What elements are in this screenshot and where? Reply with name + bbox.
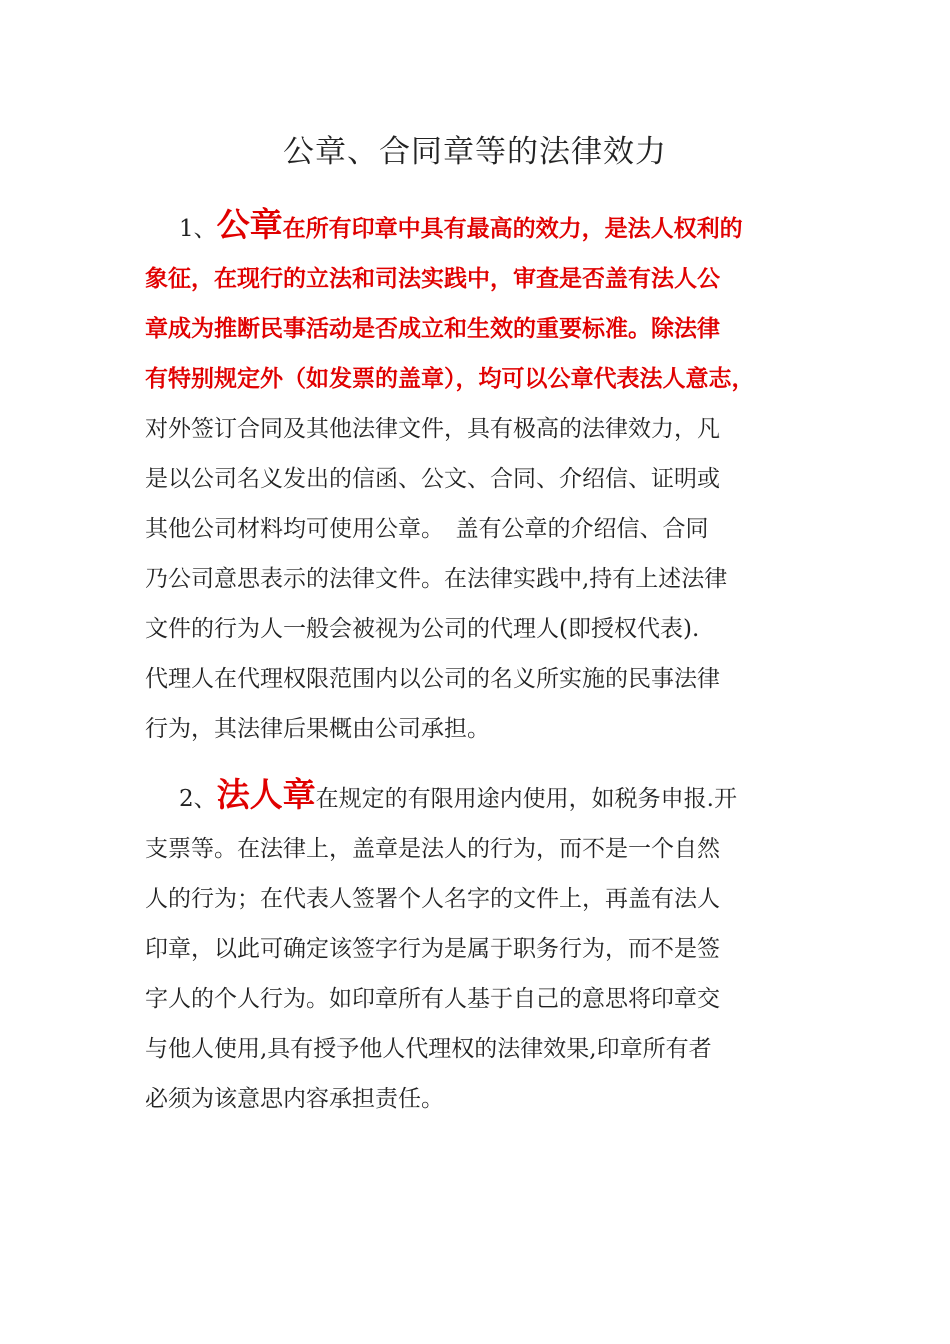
section-line: 印章，以此可确定该签字行为是属于职务行为，而不是签 — [145, 936, 720, 962]
section-line: 象征，在现行的立法和司法实践中，审查是否盖有法人公 — [145, 265, 720, 292]
section-line: 有特别规定外（如发票的盖章），均可以公章代表法人意志， — [145, 365, 755, 392]
section-line: 代理人在代理权限范围内以公司的名义所实施的民事法律 — [145, 666, 720, 692]
section-line: 人的行为；在代表人签署个人名字的文件上，再盖有法人 — [145, 886, 720, 912]
section-line-text: 在规定的有限用途内使用，如税务申报.开 — [315, 786, 737, 812]
section-line: 支票等。在法律上，盖章是法人的行为，而不是一个自然 — [145, 836, 720, 862]
section-keyword: 法人章 — [216, 775, 316, 814]
section-line: 字人的个人行为。如印章所有人基于自己的意思将印章交 — [145, 986, 720, 1012]
section-line: 其他公司材料均可使用公章。 盖有公章的介绍信、合同 — [145, 516, 709, 542]
page-title: 公章、合同章等的法律效力 — [283, 134, 667, 170]
section-number: 2、 — [179, 786, 217, 812]
section-keyword: 公章 — [216, 205, 283, 244]
section-line: 乃公司意思表示的法律文件。在法律实践中,持有上述法律 — [145, 566, 728, 592]
section-line: 对外签订合同及其他法律文件，具有极高的法律效力，凡 — [145, 416, 720, 442]
section-official-seal — [145, 200, 810, 754]
section-line-text: 在所有印章中具有最高的效力，是法人权利的 — [282, 215, 743, 242]
section-legal-rep-seal — [145, 770, 810, 1124]
section-line: 章成为推断民事活动是否成立和生效的重要标准。除法律 — [145, 315, 720, 342]
section-line — [145, 200, 810, 254]
section-line: 是以公司名义发出的信函、公文、合同、介绍信、证明或 — [145, 466, 720, 492]
section-line: 行为，其法律后果概由公司承担。 — [145, 716, 490, 742]
section-line: 必须为该意思内容承担责任。 — [145, 1086, 444, 1112]
section-line — [145, 770, 810, 824]
section-number: 1、 — [179, 216, 217, 242]
section-line: 与他人使用,具有授予他人代理权的法律效果,印章所有者 — [145, 1036, 712, 1062]
section-line: 文件的行为人一般会被视为公司的代理人(即授权代表). — [145, 616, 700, 642]
